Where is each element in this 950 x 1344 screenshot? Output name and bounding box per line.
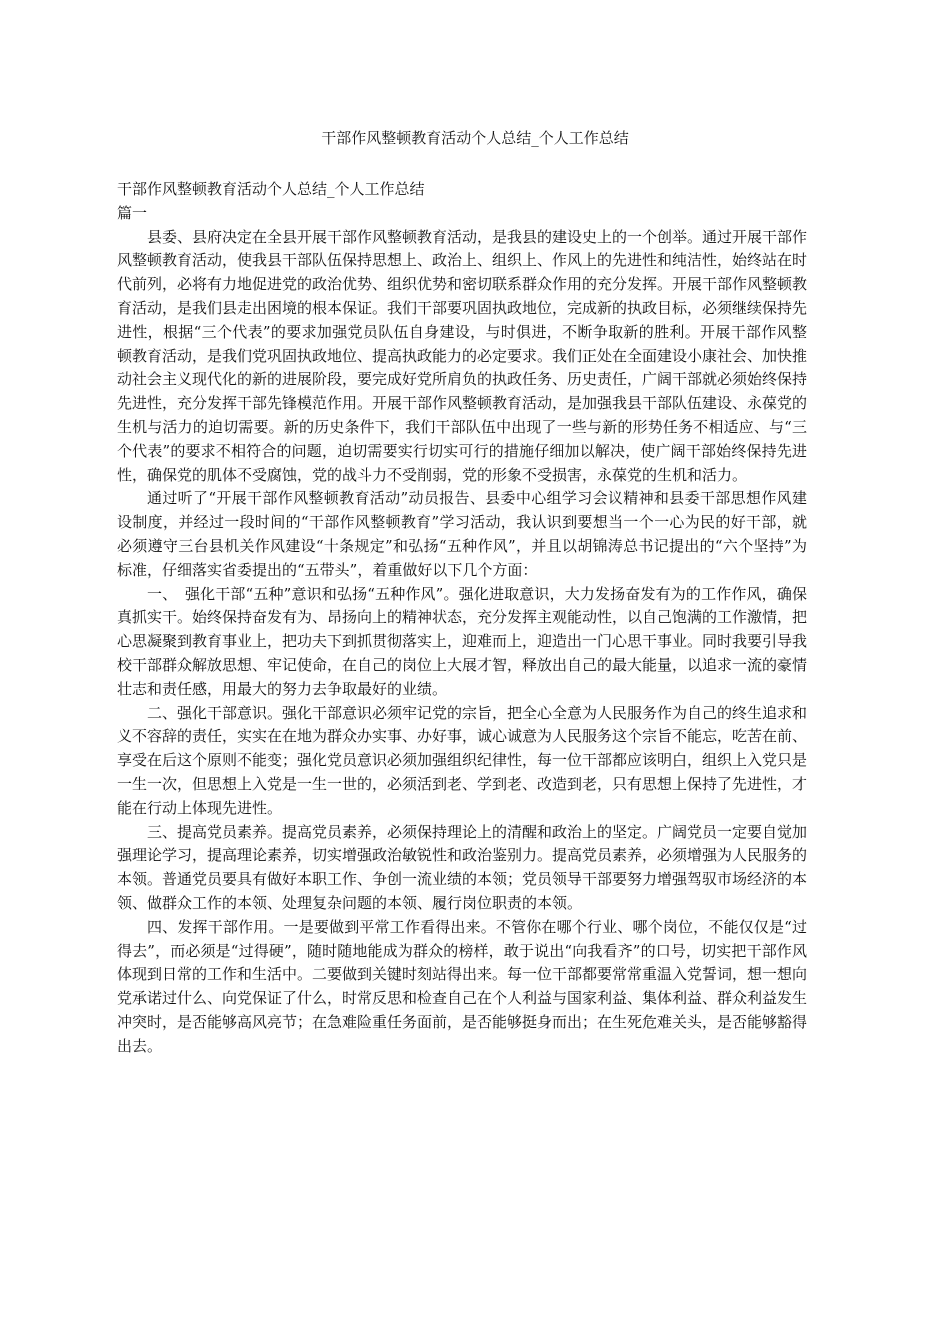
paragraph-point-2: 二、强化干部意识。强化干部意识必须牢记党的宗旨，把全心全意为人民服务作为自己的终生追求和义不容辞的责任，实实在在地为群众办实事、办好事，诚心诚意为人民服务这个宗旨不能忘，吃苦在前、享受在后这个原则不能变；强化党员意识必须加强组织纪律性，每一位干部都应该明白，组织上入党只是一生一次，但思想上入党是一生一世的，必须活到老、学到老、改造到老，只有思想上保持了先进性，才能在行动上体现先进性。 [117,703,808,817]
paragraph-study: 通过听了“开展干部作风整顿教育活动”动员报告、县委中心组学习会议精神和县委干部思想作风建设制度，并经过一段时间的“干部作风整顿教育”学习活动，我认识到要想当一个一心为民的好干部，就必须遵守三台县机关作风建设“十条规定”和弘扬“五种作风”，并且以胡锦涛总书记提出的“六个坚持”为标准，仔细落实省委提出的“五带头”，着重做好以下几个方面： [117,489,807,579]
document-title: 干部作风整顿教育活动个人总结_个人工作总结 [321,129,629,147]
paragraph-point-4: 四、发挥干部作用。一是要做到平常工作看得出来。不管你在哪个行业、哪个岗位，不能仅仅是“过得去”，而必须是“过得硬”，随时随地能成为群众的榜样，敢于说出“向我看齐”的口号，切实把干部作风体现到日常的工作和生活中。二要做到关键时刻站得出来。每一位干部都要常常重温入党誓词，想一想向党承诺过什么、向党保证了什么，时常反思和检查自己在个人利益与国家利益、集体利益、群众利益发生冲突时，是否能够高风亮节；在急难险重任务面前，是否能够挺身而出；在生死危难关头，是否能够豁得出去。 [117,917,808,1055]
paragraph-point-3: 三、提高党员素养。提高党员素养，必须保持理论上的清醒和政治上的坚定。广阔党员一定要自觉加强理论学习，提高理论素养，切实增强政治敏锐性和政治鉴别力。提高党员素养，必须增强为人民服务的本领。普通党员要具有做好本职工作、争创一流业绩的本领；党员领导干部要努力增强驾驭市场经济的本领、做群众工作的本领、处理复杂问题的本领、履行岗位职责的本领。 [117,822,808,912]
document-body [117,178,807,1058]
paragraph-point-1: 一、 强化干部“五种”意识和弘扬“五种作风”。强化进取意识，大力发扬奋发有为的工作作风，确保真抓实干。始终保持奋发有为、昂扬向上的精神状态，充分发挥主观能动性，以自己饱满的工作激情，把心思凝聚到教育事业上，把功夫下到抓贯彻落实上，迎难而上，迎造出一门心思干事业。同时我要引导我校干部群众解放思想、牢记使命，在自己的岗位上大展才智，释放出自己的最大能量，以追求一流的豪情壮志和责任感，用最大的努力去争取最好的业绩。 [117,584,808,698]
section-label: 篇一 [117,203,148,222]
paragraph-intro: 县委、县府决定在全县开展干部作风整顿教育活动，是我县的建设史上的一个创举。通过开展干部作风整顿教育活动，使我县干部队伍保持思想上、政治上、组织上、作风上的先进性和纯洁性，始终站在时代前列，必将有力地促进党的政治优势、组织优势和密切联系群众作用的充分发挥。开展干部作风整顿教育活动，是我们县走出困境的根本保证。我们干部要巩固执政地位，完成新的执政目标，必须继续保持先进性，根据“三个代表”的要求加强党员队伍自身建设，与时俱进，不断争取新的胜利。开展干部作风整顿教育活动，是我们党巩固执政地位、提高执政能力的必定要求。我们正处在全面建设小康社会、加快推动社会主义现代化的新的进展阶段，要完成好党所肩负的执政任务、历史责任，广阔干部就必须始终保持先进性，充分发挥干部先锋模范作用。开展干部作风整顿教育活动，是加强我县干部队伍建设、永葆党的生机与活力的迫切需要。新的历史条件下，我们干部队伍中出现了一些与新的形势任务不相适应、与“三个代表”的要求不相符合的问题，迫切需要实行切实可行的措施仔细加以解决，使广阔干部始终保持先进性，确保党的肌体不受腐蚀，党的战斗力不受削弱，党的形象不受损害，永葆党的生机和活力。 [117,227,808,484]
document-subtitle: 干部作风整顿教育活动个人总结_个人工作总结 [117,180,425,198]
